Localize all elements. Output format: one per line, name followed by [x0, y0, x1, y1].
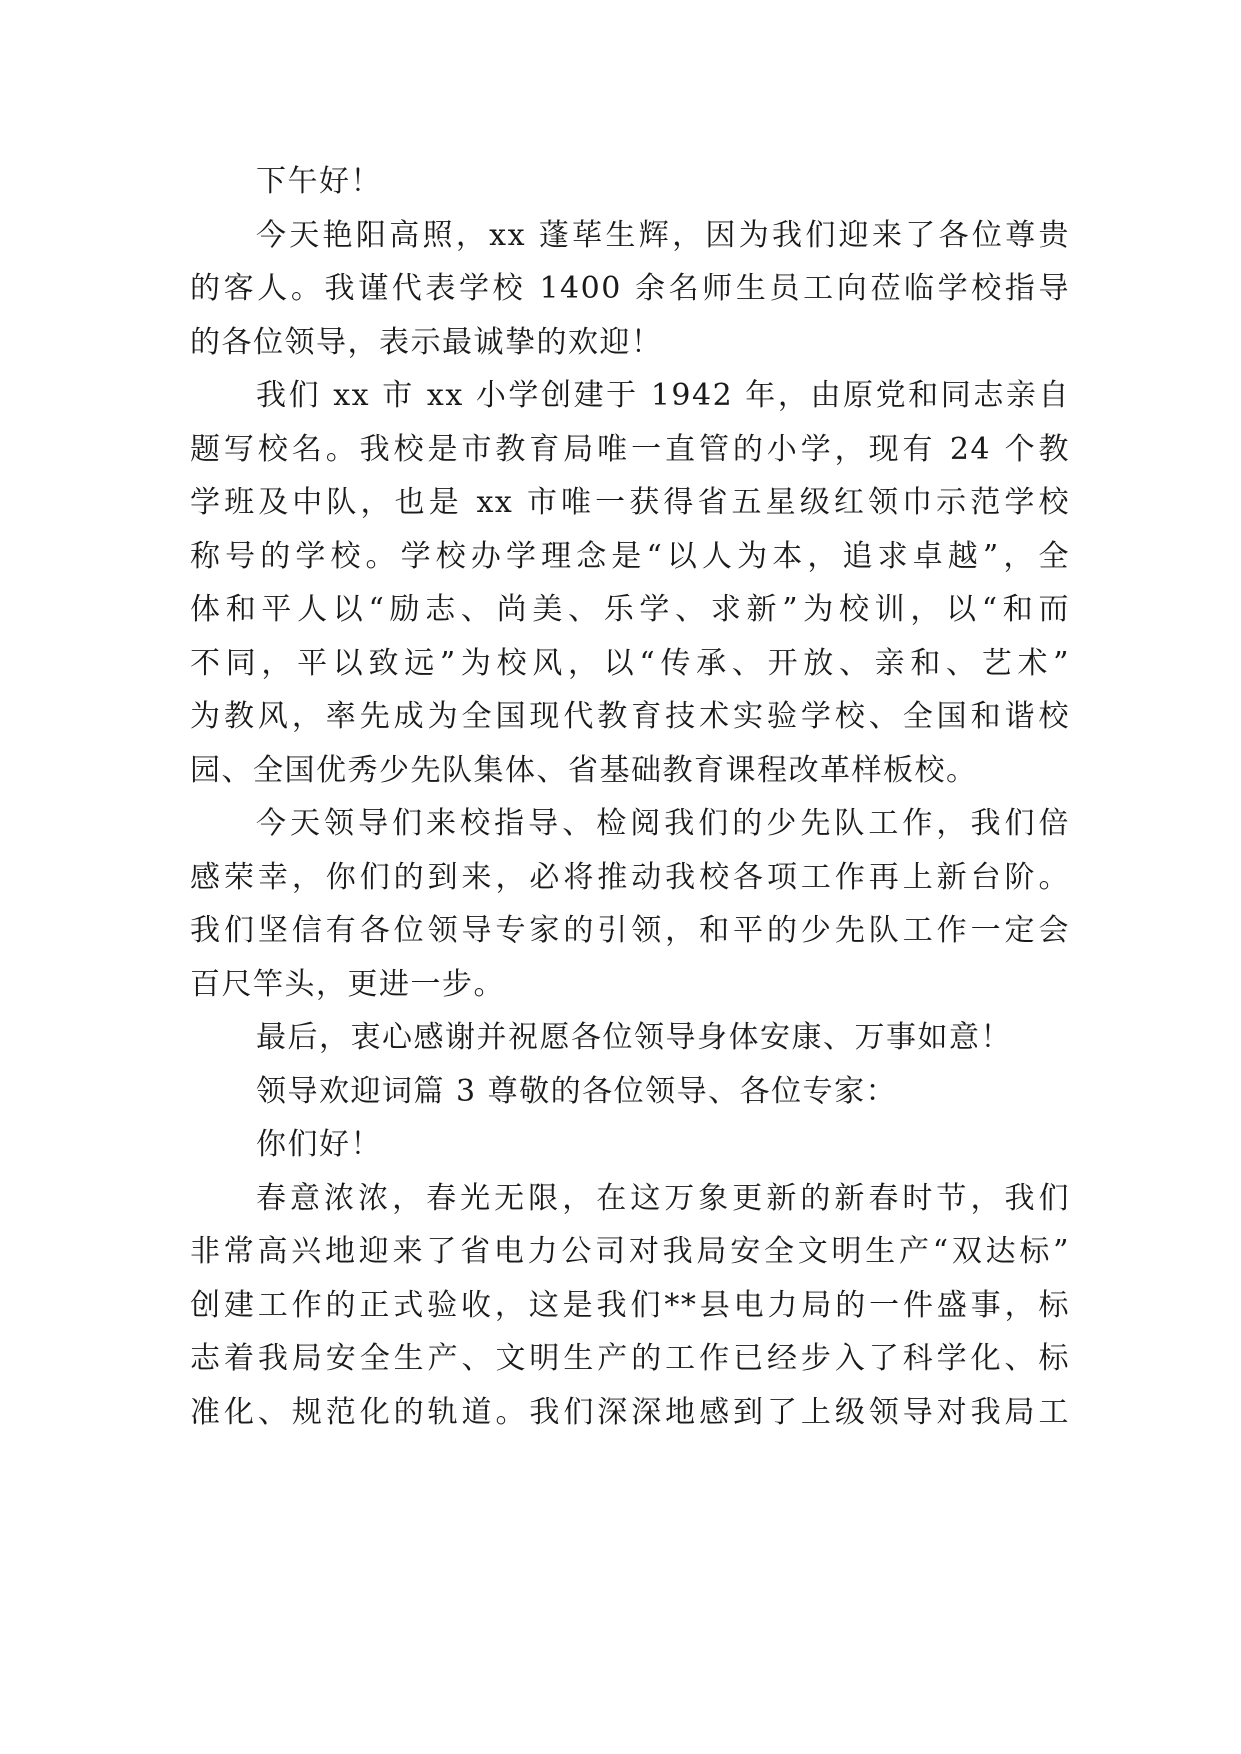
paragraph: [190, 1118, 1070, 1172]
paragraph-line: 我们坚信有各位领导专家的引领，和平的少先队工作一定会: [190, 913, 1070, 948]
paragraph-line: 下午好！: [256, 164, 382, 199]
paragraph-line: 你们好！: [256, 1127, 382, 1162]
paragraph-line: 春意浓浓，春光无限，在这万象更新的新春时节，我们: [256, 1180, 1070, 1216]
paragraph-line: 志着我局安全生产、文明生产的工作已经步入了科学化、标: [190, 1341, 1070, 1376]
paragraph-line: 我们 xx 市 xx 小学创建于 1942 年，由原党和同志亲自: [256, 378, 1070, 413]
paragraph-line: 的各位领导，表示最诚挚的欢迎！: [190, 324, 663, 360]
paragraph-line: 创建工作的正式验收，这是我们**县电力局的一件盛事，标: [190, 1287, 1070, 1323]
paragraph: [190, 1011, 1070, 1065]
paragraph: [190, 797, 1070, 1011]
paragraph-line: 不同，平以致远”为校风，以“传承、开放、亲和、艺术”: [190, 645, 1070, 681]
paragraph-line: 非常高兴地迎来了省电力公司对我局安全文明生产“双达标”: [190, 1234, 1070, 1269]
paragraph-line: 准化、规范化的轨道。我们深深地感到了上级领导对我局工: [190, 1394, 1070, 1430]
paragraph-line: 园、全国优秀少先队集体、省基础教育课程改革样板校。: [190, 752, 978, 788]
paragraph-line: 领导欢迎词篇 3 尊敬的各位领导、各位专家：: [256, 1073, 898, 1109]
paragraph: [190, 1065, 1070, 1119]
paragraph-line: 为教风，率先成为全国现代教育技术实验学校、全国和谐校: [190, 699, 1070, 734]
paragraph: [190, 155, 1070, 209]
paragraph-line: 学班及中队，也是 xx 市唯一获得省五星级红领巾示范学校: [190, 485, 1070, 520]
document-body: [190, 155, 1070, 1439]
paragraph-line: 的客人。我谨代表学校 1400 余名师生员工向莅临学校指导: [190, 271, 1070, 306]
paragraph-line: 最后，衷心感谢并祝愿各位领导身体安康、万事如意！: [256, 1020, 1012, 1055]
paragraph-line: 今天领导们来校指导、检阅我们的少先队工作，我们倍: [256, 806, 1070, 841]
paragraph: [190, 209, 1070, 370]
paragraph-line: 称号的学校。学校办学理念是“以人为本，追求卓越”，全: [190, 538, 1070, 574]
paragraph-line: 百尺竿头，更进一步。: [190, 966, 505, 1002]
paragraph-line: 感荣幸，你们的到来，必将推动我校各项工作再上新台阶。: [190, 859, 1070, 895]
paragraph: [190, 1172, 1070, 1440]
paragraph-line: 体和平人以“励志、尚美、乐学、求新”为校训，以“和而: [190, 592, 1070, 627]
paragraph-line: 题写校名。我校是市教育局唯一直管的小学，现有 24 个教: [190, 431, 1070, 467]
paragraph-line: 今天艳阳高照，xx 蓬荜生辉，因为我们迎来了各位尊贵: [256, 217, 1070, 253]
paragraph: [190, 369, 1070, 797]
